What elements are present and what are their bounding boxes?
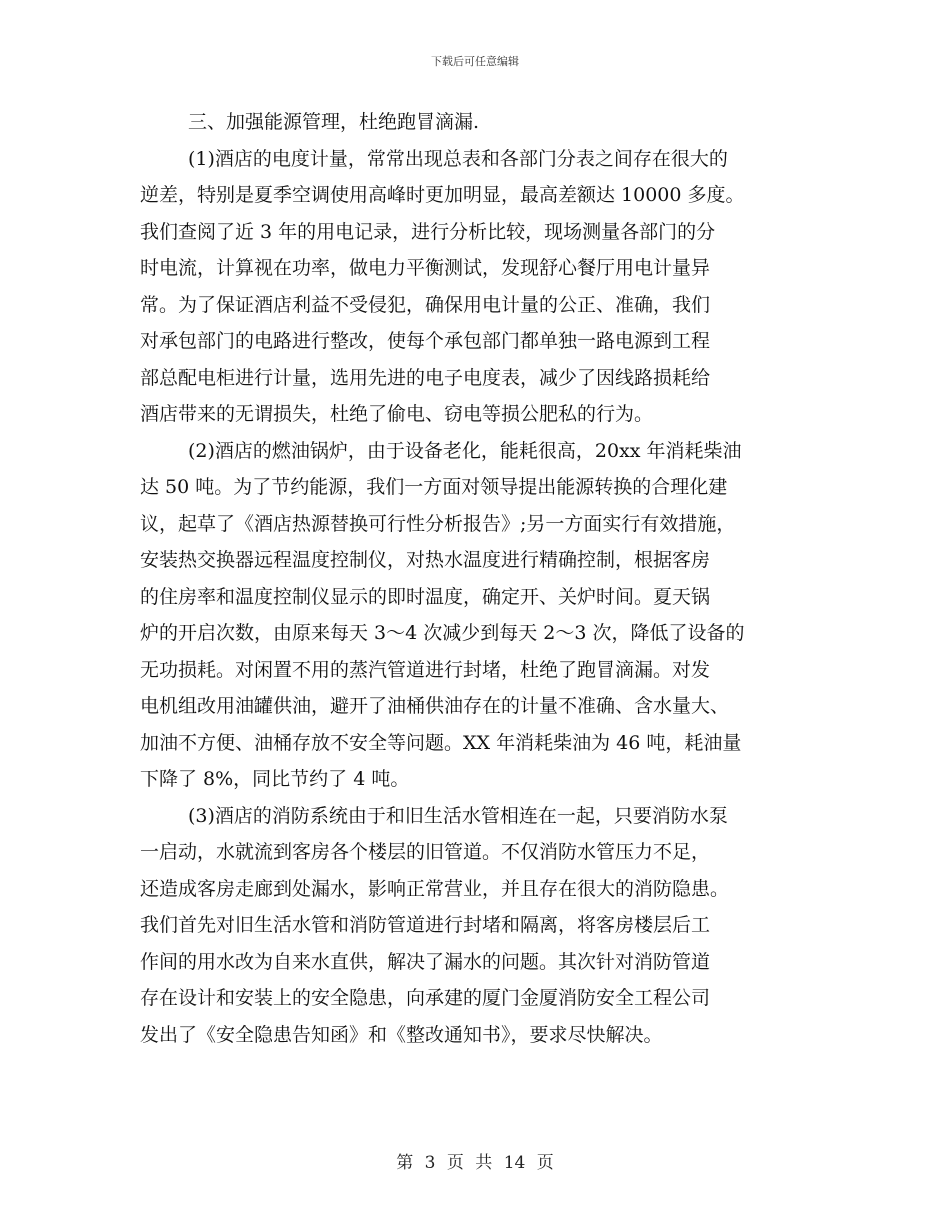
paragraph-line: 时电流，计算视在功率，做电力平衡测试，发现舒心餐厅用电计量异: [140, 257, 711, 279]
page-number-footer: 第 3 页 共 14 页: [396, 1153, 554, 1173]
paragraph-line: 我们首先对旧生活水管和消防管道进行封堵和隔离，将客房楼层后工: [140, 914, 711, 936]
paragraph-line: 加油不方便、油桶存放不安全等问题。XX 年消耗柴油为 46 吨，耗油量: [140, 731, 742, 754]
paragraph-line: 作间的用水改为自来水直供，解决了漏水的问题。其次针对消防管道: [140, 950, 711, 973]
paragraphs-container: [140, 141, 816, 1054]
paragraph-line: 无功损耗。对闲置不用的蒸汽管道进行封堵，杜绝了跑冒滴漏。对发: [140, 658, 711, 681]
paragraph-line: 议，起草了《酒店热源替换可行性分析报告》;另一方面实行有效措施，: [140, 512, 736, 535]
paragraph: [140, 433, 816, 798]
paragraph-line: 下降了 8%，同比节约了 4 吨。: [140, 768, 410, 790]
paragraph-line: 的住房率和温度控制仪显示的即时温度，确定开、关炉时间。夏天锅: [140, 585, 711, 608]
paragraph-line: 达 50 吨。为了节约能源，我们一方面对领导提出能源转换的合理化建: [140, 476, 728, 498]
paragraph-first-line: (1)酒店的电度计量，常常出现总表和各部门分表之间存在很大的: [188, 147, 728, 170]
paragraph: [140, 141, 816, 433]
paragraph-line: 常。为了保证酒店利益不受侵犯，确保用电计量的公正、准确，我们: [140, 293, 711, 316]
paragraph-line: 部总配电柜进行计量，选用先进的电子电度表，减少了因线路损耗给: [140, 366, 711, 389]
document-body: [140, 104, 816, 1053]
paragraph-line: 还造成客房走廊到处漏水，影响正常营业，并且存在很大的消防隐患。: [140, 877, 730, 900]
paragraph-line: 炉的开启次数，由原来每天 3～4 次减少到每天 2～3 次，降低了设备的: [140, 622, 745, 644]
paragraph-line: 发出了《安全隐患告知函》和《整改通知书》，要求尽快解决。: [140, 1023, 663, 1046]
section-heading: 三、加强能源管理，杜绝跑冒滴漏.: [188, 111, 480, 133]
header-note: 下载后可任意编辑: [431, 55, 519, 68]
paragraph-first-line: (3)酒店的消防系统由于和旧生活水管相连在一起，只要消防水泵: [188, 804, 728, 827]
paragraph-first-line: (2)酒店的燃油锅炉，由于设备老化，能耗很高，20xx 年消耗柴油: [188, 439, 742, 462]
paragraph: [140, 798, 816, 1054]
paragraph-line: 存在设计和安装上的安全隐患，向承建的厦门金厦消防安全工程公司: [140, 987, 711, 1009]
paragraph-line: 一启动，水就流到客房各个楼层的旧管道。不仅消防水管压力不足，: [140, 841, 711, 863]
paragraph-line: 对承包部门的电路进行整改，使每个承包部门都单独一路电源到工程: [140, 330, 711, 352]
paragraph-line: 电机组改用油罐供油，避开了油桶供油存在的计量不准确、含水量大、: [140, 695, 730, 717]
paragraph-line: 我们查阅了近 3 年的用电记录，进行分析比较，现场测量各部门的分: [140, 220, 716, 243]
paragraph-line: 安装热交换器远程温度控制仪，对热水温度进行精确控制，根据客房: [140, 549, 711, 571]
paragraph-line: 逆差，特别是夏季空调使用高峰时更加明显，最高差额达 10000 多度。: [140, 184, 745, 206]
paragraph-line: 酒店带来的无谓损失，杜绝了偷电、窃电等损公肥私的行为。: [140, 403, 654, 425]
